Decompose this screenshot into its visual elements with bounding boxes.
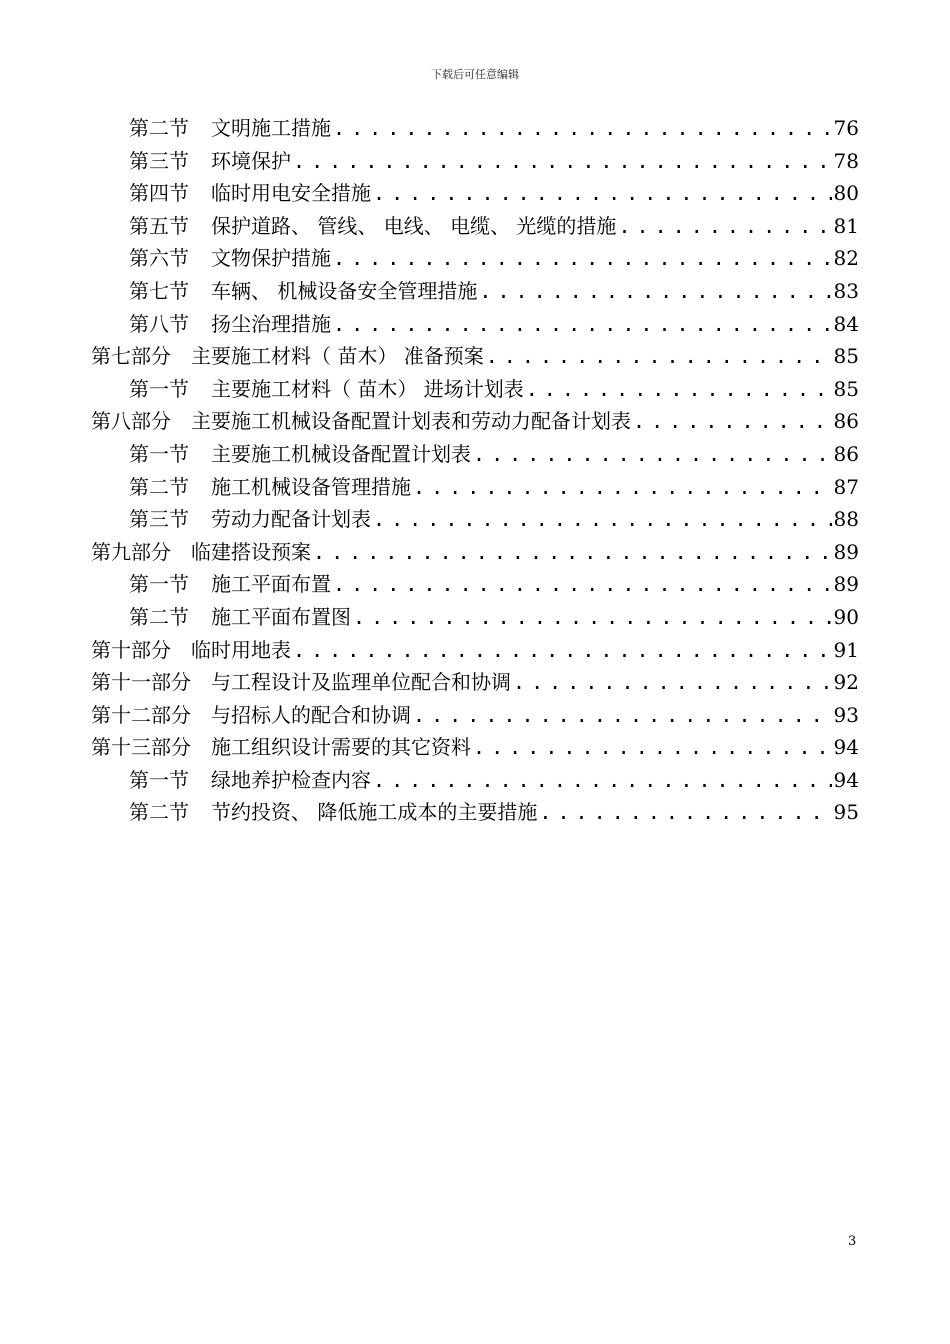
toc-entry-title: 主要施工材料（ 苗木） 进场计划表 [211, 376, 524, 401]
toc-entry[interactable] [91, 373, 859, 406]
toc-entry-text [129, 308, 331, 341]
toc-entry-title: 临建搭设预案 [191, 539, 311, 564]
toc-entry-text [91, 634, 291, 667]
page-number: 3 [848, 1234, 857, 1249]
toc-entry[interactable] [91, 601, 859, 634]
toc-entry[interactable] [91, 731, 859, 764]
toc-entry-number: 第一节 [129, 767, 189, 792]
toc-entry-number: 第十一部分 [91, 670, 191, 695]
toc-entry[interactable] [91, 340, 859, 373]
toc-entry[interactable] [91, 568, 859, 601]
toc-entry-number: 第三节 [129, 148, 189, 173]
toc-dot-leader [539, 796, 831, 829]
toc-dot-leader [333, 568, 832, 601]
toc-entry-number: 第八部分 [91, 409, 171, 434]
toc-entry[interactable] [91, 764, 859, 797]
toc-entry[interactable] [91, 503, 859, 536]
toc-entry-text [91, 731, 471, 764]
toc-dot-leader [486, 340, 832, 373]
toc-dot-leader [373, 764, 832, 797]
toc-entry-page: 88 [833, 507, 859, 532]
toc-entry[interactable] [91, 177, 859, 210]
toc-dot-leader [373, 503, 832, 536]
toc-dot-leader [473, 438, 832, 471]
toc-entry-page: 83 [833, 278, 859, 303]
toc-dot-leader [513, 666, 832, 699]
toc-entry-title: 施工平面布置图 [211, 604, 351, 629]
toc-entry-number: 第一节 [129, 441, 189, 466]
toc-entry-text [129, 275, 477, 308]
toc-entry-page: 82 [833, 246, 859, 271]
toc-entry-text [129, 242, 331, 275]
toc-dot-leader [313, 536, 832, 569]
toc-entry-title: 环境保护 [211, 148, 291, 173]
toc-entry-text [129, 177, 371, 210]
toc-entry-page: 80 [833, 181, 859, 206]
toc-dot-leader [333, 112, 832, 145]
toc-entry-number: 第八节 [129, 311, 189, 336]
toc-dot-leader [633, 405, 832, 438]
toc-entry-page: 85 [833, 344, 859, 369]
toc-entry-title: 施工平面布置 [211, 572, 331, 597]
toc-entry-text [129, 471, 411, 504]
toc-entry-number: 第二节 [129, 800, 189, 825]
toc-entry[interactable] [91, 438, 859, 471]
toc-entry-number: 第五节 [129, 213, 189, 238]
toc-entry-title: 扬尘治理措施 [211, 311, 331, 336]
toc-entry-number: 第十部分 [91, 637, 171, 662]
toc-dot-leader [618, 210, 831, 243]
toc-entry-number: 第七部分 [91, 344, 171, 369]
toc-dot-leader [473, 731, 832, 764]
toc-entry-number: 第二节 [129, 474, 189, 499]
toc-entry-title: 绿地养护检查内容 [211, 767, 371, 792]
toc-entry-text [129, 764, 371, 797]
toc-entry-page: 84 [833, 311, 859, 336]
toc-entry-text [129, 503, 371, 536]
toc-entry-page: 90 [833, 604, 859, 629]
toc-entry[interactable] [91, 112, 859, 145]
toc-entry[interactable] [91, 796, 859, 829]
toc-entry-text [129, 373, 524, 406]
toc-entry-number: 第三节 [129, 507, 189, 532]
toc-dot-leader [333, 308, 832, 341]
toc-entry-page: 91 [833, 637, 859, 662]
toc-entry-title: 与招标人的配合和协调 [211, 702, 411, 727]
toc-entry-number: 第九部分 [91, 539, 171, 564]
toc-entry-number: 第二节 [129, 116, 189, 140]
table-of-contents [91, 112, 859, 829]
toc-entry-title: 节约投资、 降低施工成本的主要措施 [211, 800, 538, 825]
toc-entry-page: 78 [833, 148, 859, 173]
toc-entry-text [129, 210, 616, 243]
toc-entry-title: 主要施工机械设备配置计划表和劳动力配备计划表 [191, 409, 631, 434]
toc-entry-page: 89 [833, 572, 859, 597]
toc-entry-number: 第六节 [129, 246, 189, 271]
toc-entry-text [91, 405, 631, 438]
toc-dot-leader [353, 601, 832, 634]
toc-dot-leader [479, 275, 831, 308]
toc-entry-title: 与工程设计及监理单位配合和协调 [211, 670, 511, 695]
toc-entry-page: 86 [833, 409, 859, 434]
toc-entry[interactable] [91, 471, 859, 504]
toc-dot-leader [333, 242, 832, 275]
toc-entry-number: 第四节 [129, 181, 189, 206]
toc-entry[interactable] [91, 536, 859, 569]
toc-entry-title: 保护道路、 管线、 电线、 电缆、 光缆的措施 [211, 213, 617, 238]
toc-entry-title: 文物保护措施 [211, 246, 331, 271]
toc-entry-text [91, 666, 511, 699]
toc-entry-title: 临时用地表 [191, 637, 291, 662]
toc-entry-page: 94 [833, 767, 859, 792]
toc-entry-text [129, 438, 471, 471]
toc-entry[interactable] [91, 308, 859, 341]
toc-entry-page: 89 [833, 539, 859, 564]
toc-entry[interactable] [91, 405, 859, 438]
toc-entry-title: 文明施工措施 [211, 116, 331, 140]
toc-entry-text [129, 568, 331, 601]
toc-entry-text [129, 796, 537, 829]
toc-entry-page: 87 [833, 474, 859, 499]
toc-entry-text [129, 145, 291, 178]
toc-entry[interactable] [91, 275, 859, 308]
toc-entry-title: 临时用电安全措施 [211, 181, 371, 206]
toc-entry-title: 主要施工材料（ 苗木） 准备预案 [191, 344, 484, 369]
toc-dot-leader [413, 699, 832, 732]
toc-entry-text [129, 112, 331, 145]
toc-entry[interactable] [91, 634, 859, 667]
toc-entry-text [91, 699, 411, 732]
toc-dot-leader [413, 471, 832, 504]
toc-entry-page: 95 [833, 800, 859, 825]
toc-entry-page: 81 [833, 213, 859, 238]
toc-entry-text [91, 340, 484, 373]
toc-entry-number: 第二节 [129, 604, 189, 629]
toc-entry-title: 主要施工机械设备配置计划表 [211, 441, 471, 466]
header-note: 下载后可任意编辑 [431, 68, 519, 81]
toc-entry[interactable] [91, 699, 859, 732]
toc-entry-title: 车辆、 机械设备安全管理措施 [211, 278, 478, 303]
toc-dot-leader [293, 634, 832, 667]
toc-entry-number: 第七节 [129, 278, 189, 303]
toc-entry-page: 86 [833, 441, 859, 466]
toc-dot-leader [526, 373, 832, 406]
toc-entry-number: 第一节 [129, 376, 189, 401]
toc-entry-number: 第一节 [129, 572, 189, 597]
toc-entry[interactable] [91, 666, 859, 699]
toc-entry-number: 第十二部分 [91, 702, 191, 727]
toc-entry[interactable] [91, 210, 859, 243]
toc-entry-page: 85 [833, 376, 859, 401]
toc-entry-title: 劳动力配备计划表 [211, 507, 371, 532]
toc-dot-leader [293, 145, 832, 178]
toc-entry-page: 76 [833, 116, 859, 140]
toc-entry-page: 94 [833, 735, 859, 760]
toc-entry-page: 93 [833, 702, 859, 727]
toc-entry-text [91, 536, 311, 569]
toc-entry[interactable] [91, 242, 859, 275]
toc-entry-title: 施工机械设备管理措施 [211, 474, 411, 499]
toc-entry-text [129, 601, 351, 634]
toc-entry-number: 第十三部分 [91, 735, 191, 760]
toc-entry[interactable] [91, 145, 859, 178]
toc-dot-leader [373, 177, 832, 210]
toc-entry-page: 92 [833, 670, 859, 695]
toc-entry-title: 施工组织设计需要的其它资料 [211, 735, 471, 760]
